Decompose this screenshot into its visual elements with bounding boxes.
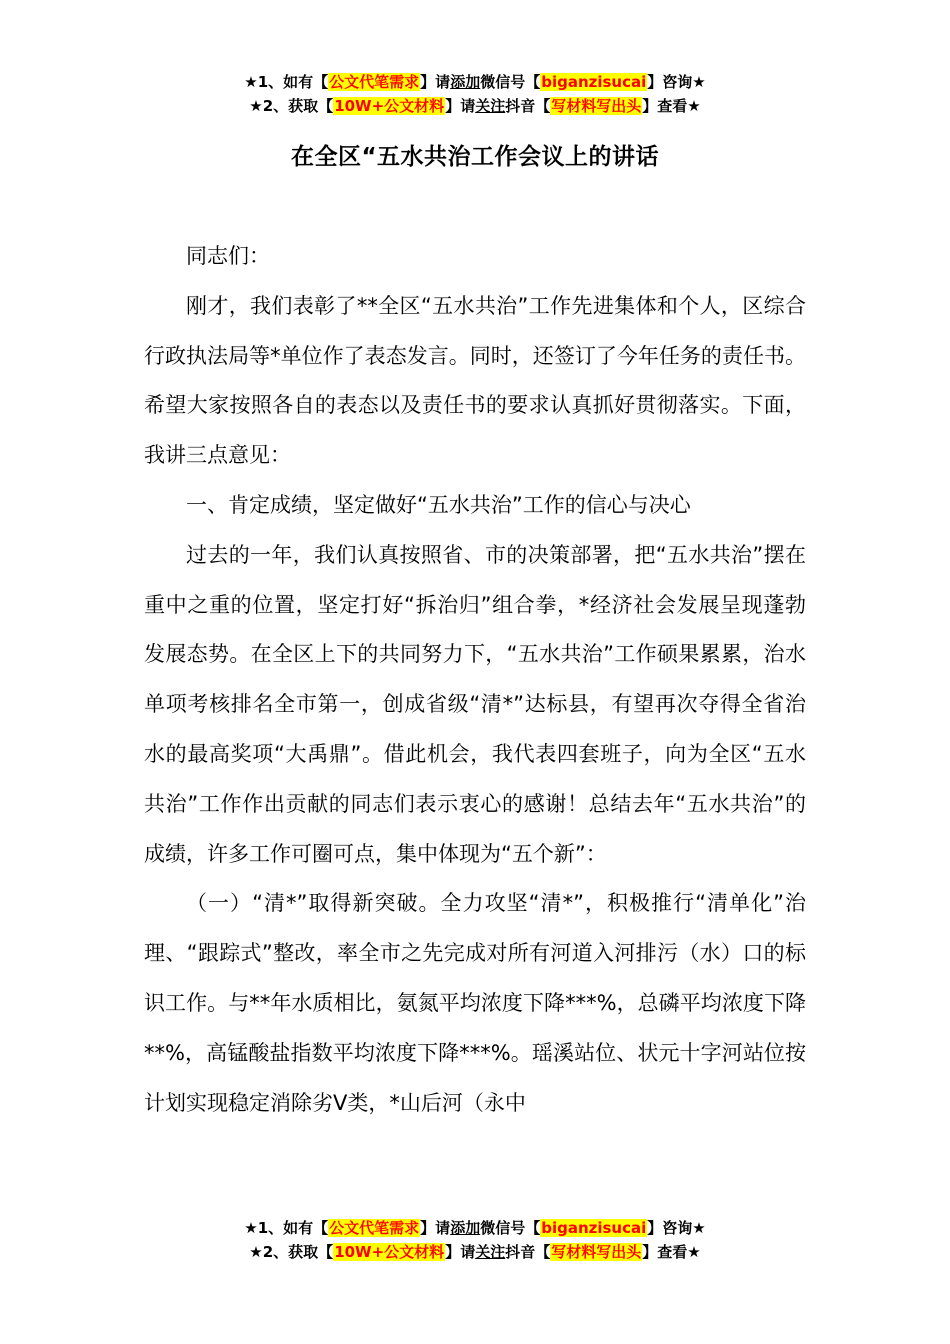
section-heading: 一、肯定成绩，坚定做好“五水共治”工作的信心与决心 [186,492,691,517]
ad-highlight: 公文代笔需求 [329,73,420,91]
ad-text: 】请 [420,73,451,91]
header-ad-banner [0,70,950,118]
ad-line-1 [0,70,950,94]
footer-ad-banner [0,1216,950,1264]
paragraph: （一）“清*”取得新突破。全力攻坚“清*”，积极推行“清单化”治理、“跟踪式”整改，率全市之先完成对所有河道入河排污（水）口的标识工作。与**年水质相比，氨氮平均浓度下降***%，总磷平均浓度下降**%，高锰酸盐指数平均浓度下降***%。瑶溪站位、状元十字河站位按计划实现稳定消除劣Ⅴ类，*山后河（永中 [144,891,806,1115]
ad-highlight-wechat-id: biganzisucai [541,73,647,91]
ad-highlight: 公文代笔需求 [329,1219,420,1237]
ad-text: 】请 [445,1243,476,1261]
ad-underline-text: 添加 [450,73,481,91]
ad-text: 微信号【 [480,1219,541,1237]
ad-text: 】请 [445,97,476,115]
ad-text: 抖音【 [505,1243,551,1261]
ad-line-2 [0,1240,950,1264]
ad-text: ★2、获取【 [249,1243,334,1261]
ad-text: ★1、如有【 [244,1219,329,1237]
ad-line-1 [0,1216,950,1240]
ad-underline-text: 添加 [450,1219,481,1237]
paragraph: 过去的一年，我们认真按照省、市的决策部署，把“五水共治”摆在重中之重的位置，坚定打好“拆治归”组合拳，*经济社会发展呈现蓬勃发展态势。在全区上下的共同努力下，“五水共治”工作硕果累累，治水单项考核排名全市第一，创成省级“清*”达标县，有望再次夺得全省治水的最高奖项“大禹鼎”。借此机会，我代表四套班子，向为全区“五水共治”工作作出贡献的同志们表示衷心的感谢！总结去年“五水共治”的成绩，许多工作可圈可点，集中体现为“五个新”： [144,542,806,866]
ad-text: 】请 [420,1219,451,1237]
ad-text: 抖音【 [505,97,551,115]
document-body [144,232,806,1128]
ad-highlight-douyin-id: 写材料写出头 [551,1243,642,1261]
ad-text: 】咨询★ [647,1219,706,1237]
ad-underline-text: 关注 [475,97,506,115]
paragraph: 刚才，我们表彰了**全区“五水共治”工作先进集体和个人，区综合行政执法局等*单位作了表态发言。同时，还签订了今年任务的责任书。希望大家按照各自的表态以及责任书的要求认真抓好贯彻落实。下面，我讲三点意见： [144,293,806,468]
ad-line-2 [0,94,950,118]
document-title: 在全区“五水共治工作会议上的讲话 [290,144,660,170]
ad-underline-text: 关注 [475,1243,506,1261]
ad-highlight: 10W+公文材料 [334,97,445,115]
paragraph-salutation: 同志们： [186,244,270,268]
ad-highlight-douyin-id: 写材料写出头 [551,97,642,115]
ad-text: ★2、获取【 [249,97,334,115]
ad-text: 】咨询★ [647,73,706,91]
ad-text: 】查看★ [642,97,701,115]
ad-text: 微信号【 [480,73,541,91]
ad-text: ★1、如有【 [244,73,329,91]
ad-text: 】查看★ [642,1243,701,1261]
ad-highlight: 10W+公文材料 [334,1243,445,1261]
ad-highlight-wechat-id: biganzisucai [541,1219,647,1237]
